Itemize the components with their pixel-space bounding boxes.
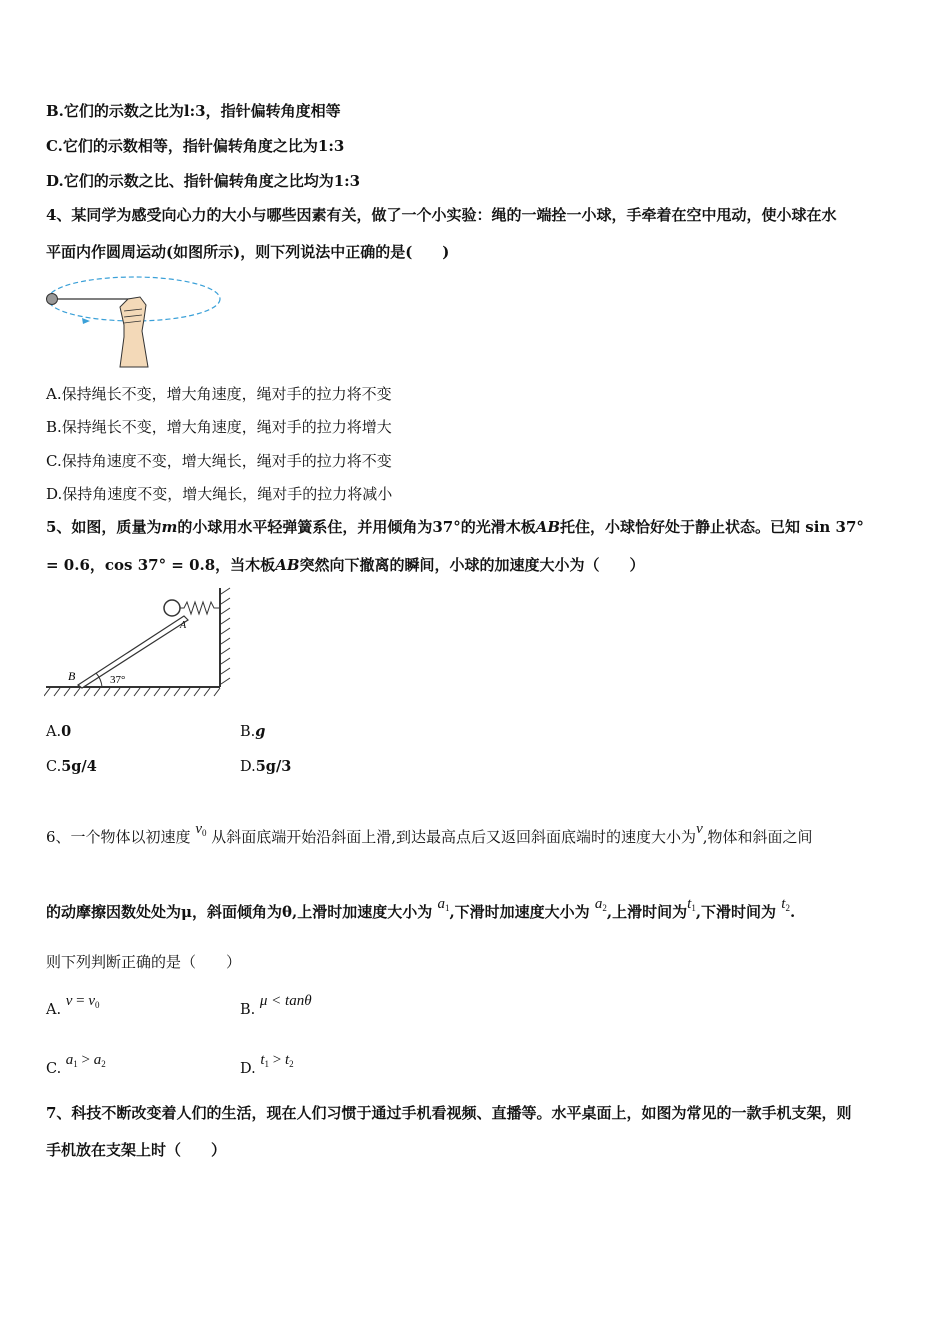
q6-option-a: A. $v = v_0$ xyxy=(46,993,100,1018)
q5-option-a: A.0 xyxy=(46,723,72,740)
q6-option-b: B. μ < tanθ xyxy=(240,993,312,1018)
q4-option-b: B.保持绳长不变，增大角速度，绳对手的拉力将增大 xyxy=(46,418,392,436)
q3-option-c: C.它们的示数相等，指针偏转角度之比为1:3 xyxy=(46,137,345,155)
q6-option-c: C. $a_1 > a_2$ xyxy=(46,1052,106,1077)
q4-option-a: A.保持绳长不变，增大角速度，绳对手的拉力将不变 xyxy=(46,385,392,403)
q6-stem-line2: 的动摩擦因数处处为μ，斜面倾角为θ,上滑时加速度大小为 $a_1$,下滑时加速度大小为 $a_2$,上滑时间为$t_1$,下滑时间为 $t_2$. xyxy=(46,896,796,921)
q5-stem-line1: 5、如图，质量为m的小球用水平轻弹簧系住，并用倾角为37°的光滑木板AB托住，小球恰好处于静止状态。已知 sin 37° xyxy=(46,518,864,536)
q5-option-c: C.5g/4 xyxy=(46,758,97,775)
q3-option-d: D.它们的示数之比、指针偏转角度之比均为1:3 xyxy=(46,172,361,190)
q5-label-b: B xyxy=(68,669,76,683)
q4-figure-hand-swinging-ball xyxy=(44,275,224,370)
q5-stem-line2: = 0.6，cos 37° = 0.8，当木板AB突然向下撤离的瞬间，小球的加速度大小为（ ） xyxy=(46,556,645,574)
q6-stem-line3: 则下列判断正确的是（ ） xyxy=(46,953,242,971)
q7-stem-line2: 手机放在支架上时（ ） xyxy=(46,1141,227,1159)
q5-angle-label: 37° xyxy=(110,674,126,686)
q4-option-c: C.保持角速度不变，增大绳长，绳对手的拉力将不变 xyxy=(46,452,392,470)
q3-option-b: B.它们的示数之比为l:3，指针偏转角度相等 xyxy=(46,102,341,120)
q5-option-b: B.g xyxy=(240,723,266,740)
q4-stem-line1: 4、某同学为感受向心力的大小与哪些因素有关，做了一个小实验：绳的一端拴一小球，手牵着在空中甩动，使小球在水 xyxy=(46,206,837,224)
q6-option-d: D. $t_1 > t_2$ xyxy=(240,1052,294,1077)
q5-figure-incline-spring xyxy=(44,584,234,699)
q5-option-d: D.5g/3 xyxy=(240,758,292,775)
q6-stem-line1: 6、一个物体以初速度 $v_0$ 从斜面底端开始沿斜面上滑,到达最高点后又返回斜面底端时的速度大小为v,物体和斜面之间 xyxy=(46,821,813,846)
q4-stem-line2: 平面内作圆周运动(如图所示)，则下列说法中正确的是( ) xyxy=(46,243,450,261)
q4-option-d: D.保持角速度不变，增大绳长，绳对手的拉力将减小 xyxy=(46,485,393,503)
q5-label-a: A xyxy=(180,620,187,631)
q7-stem-line1: 7、科技不断改变着人们的生活，现在人们习惯于通过手机看视频、直播等。水平桌面上，如图为常见的一款手机支架，则 xyxy=(46,1104,852,1122)
